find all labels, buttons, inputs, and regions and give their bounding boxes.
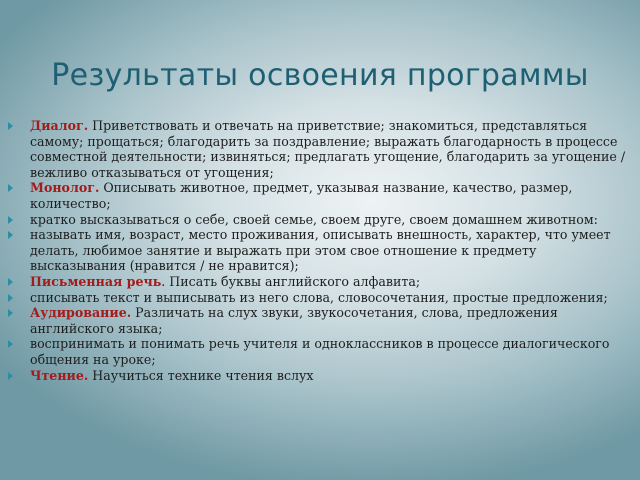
triangle-bullet-icon [8, 372, 13, 380]
triangle-bullet-icon [8, 278, 13, 286]
bullet-copying [8, 290, 633, 306]
slide-title: Результаты освоения программы [51, 58, 589, 93]
triangle-bullet-icon [8, 122, 13, 130]
triangle-bullet-icon [8, 294, 13, 302]
bullet-text: Приветствовать и отвечать на приветствие; знакомиться, представляться самому; прощаться; благодарить за поздравление; выражать благодарность в процессе совместной деятельности; извиняться; предлагать угощение, благодарить за угощение / вежливо отказываться от угощения; [30, 118, 626, 180]
bullet-heading: Монолог. [30, 180, 100, 196]
bullet-heading: Чтение. [30, 367, 89, 383]
triangle-bullet-icon [8, 216, 13, 224]
bullet-describe [8, 227, 633, 274]
bullet-text: списывать текст и выписывать из него слова, словосочетания, простые предложения; [30, 289, 608, 305]
bullet-heading: Письменная речь [30, 273, 162, 289]
bullet-heading: Диалог. [30, 118, 89, 133]
bullet-text: Научиться технике чтения вслух [88, 367, 314, 383]
bullet-monologue [8, 180, 633, 211]
bullet-text: называть имя, возраст, место проживания, описывать внешность, характер, что умеет делать, любимое занятие и выражать при этом свое отношение к предмету высказывания (нравится / не нравится); [30, 227, 611, 274]
bullet-listening [8, 305, 633, 336]
bullet-text: Различать на слух звуки, звукосочетания, слова, предложения английского языка; [30, 305, 558, 336]
bullet-list [8, 118, 633, 383]
triangle-bullet-icon [8, 309, 13, 317]
bullet-reading [8, 368, 633, 384]
bullet-understanding [8, 336, 633, 367]
bullet-text: кратко высказываться о себе, своей семье, своем друге, своем домашнем животном: [30, 211, 598, 227]
bullet-writing [8, 274, 633, 290]
bullet-about-self [8, 212, 633, 228]
bullet-text: Описывать животное, предмет, указывая название, качество, размер, количество; [30, 180, 573, 211]
bullet-dialog [8, 118, 633, 180]
triangle-bullet-icon [8, 184, 13, 192]
triangle-bullet-icon [8, 340, 13, 348]
bullet-heading: Аудирование. [30, 305, 132, 321]
bullet-text: воспринимать и понимать речь учителя и одноклассников в процессе диалогического общения на уроке; [30, 336, 610, 367]
triangle-bullet-icon [8, 231, 13, 239]
bullet-text: . Писать буквы английского алфавита; [161, 273, 421, 289]
